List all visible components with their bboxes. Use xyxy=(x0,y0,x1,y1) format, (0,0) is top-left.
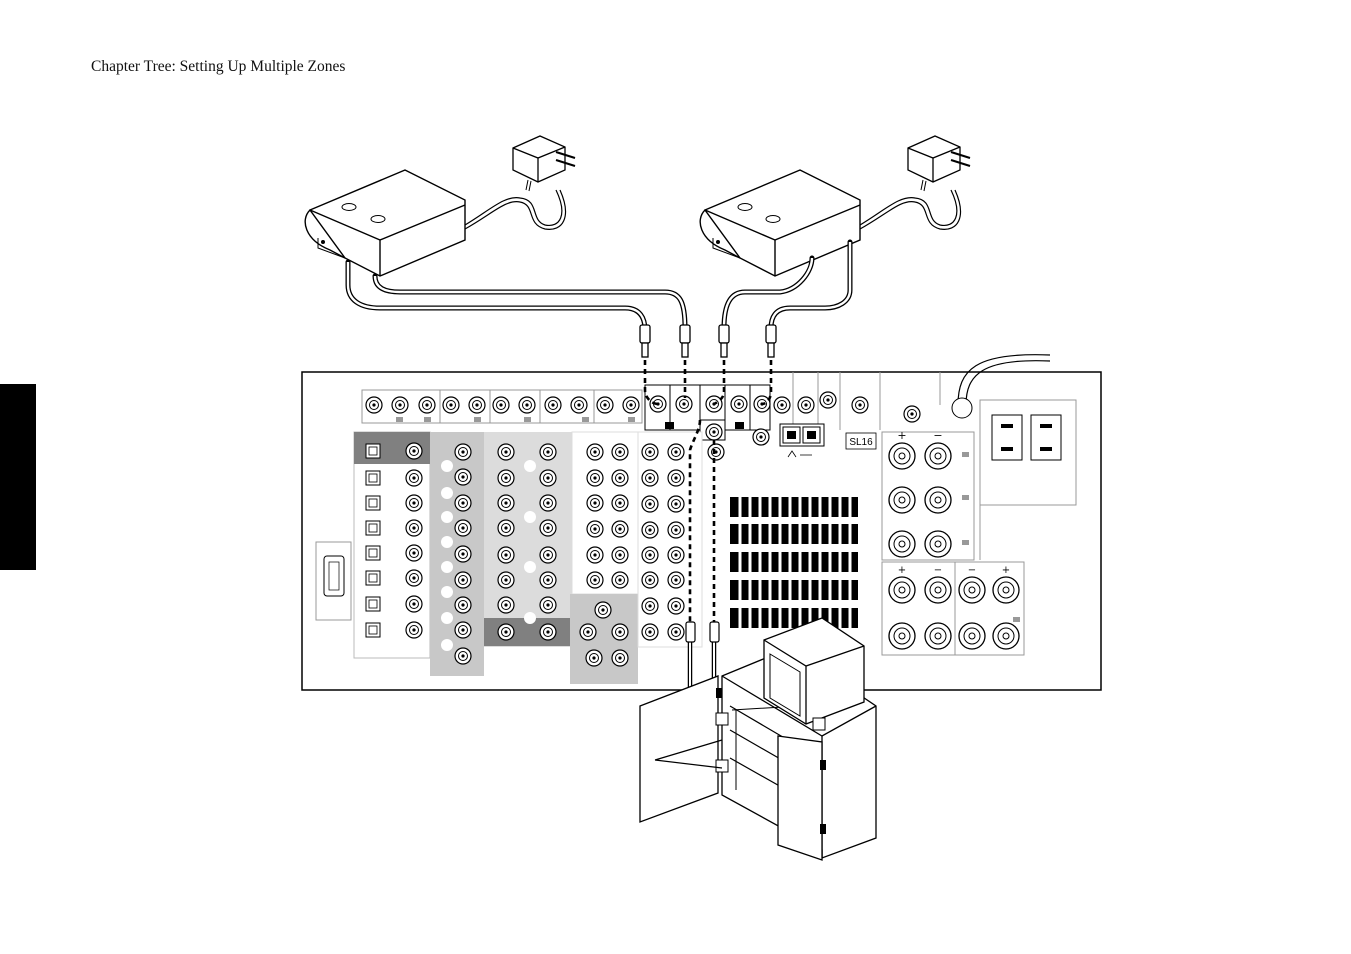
sl16-label xyxy=(846,433,876,449)
ir-receiver-right xyxy=(700,170,860,276)
svg-text:−: − xyxy=(933,565,943,576)
svg-text:−: − xyxy=(967,565,977,576)
rs232-port xyxy=(316,542,351,620)
power-adapter-left xyxy=(513,136,575,191)
svg-text:+: + xyxy=(897,565,907,576)
svg-text:+: + xyxy=(897,429,907,442)
page-header: Chapter Tree: Setting Up Multiple Zones xyxy=(91,58,346,75)
left-io-columns xyxy=(354,432,702,684)
ir-receiver-left xyxy=(305,170,465,276)
sl16-text: SL16 xyxy=(849,437,873,448)
svg-text:−: − xyxy=(933,429,943,442)
power-adapter-right xyxy=(908,136,970,191)
svg-text:+: + xyxy=(1001,565,1011,576)
mini-plugs xyxy=(640,325,776,357)
